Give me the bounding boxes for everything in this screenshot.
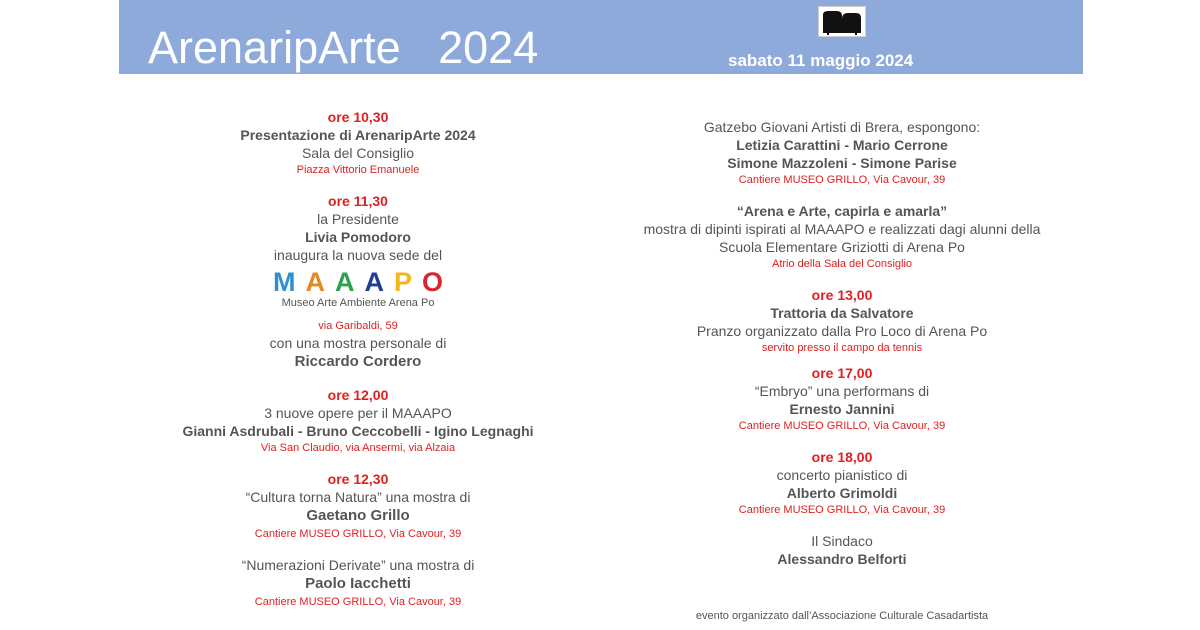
event-time: ore 17,00 [811,365,873,381]
event-text: “Cultura torna Natura” una mostra di [245,489,471,505]
event-date: sabato 11 maggio 2024 [728,51,914,70]
event-text: la Presidente [317,211,399,227]
event-time: ore 12,30 [327,471,389,487]
event-address: via Garibaldi, 59 [318,320,398,332]
event-address: Cantiere MUSEO GRILLO, Via Cavour, 39 [738,504,946,516]
event-text: Pranzo organizzato dalla Pro Loco di Arena Po [696,323,988,339]
event-time: ore 10,30 [327,109,389,125]
event-1300 [614,286,1070,356]
event-artists: Simone Mazzoleni - Simone Parise [727,155,957,171]
event-title: Trattoria da Salvatore [770,305,914,321]
maaapo-logo [148,268,568,296]
event-time: ore 12,00 [327,387,389,403]
event-artist: Riccardo Cordero [294,353,422,370]
event-time: ore 18,00 [811,449,873,465]
program-left-column [148,108,568,610]
piano-logo-icon [819,7,865,36]
event-person: Livia Pomodoro [305,229,411,245]
event-address: Cantiere MUSEO GRILLO, Via Cavour, 39 [254,596,462,608]
event-artists: Gianni Asdrubali - Bruno Ceccobelli - Igino Legnaghi [182,423,534,439]
event-1130 [148,192,568,372]
event-text: concerto pianistico di [776,467,908,483]
event-title: “Arena e Arte, capirla e amarla” [736,203,948,219]
event-time: ore 13,00 [811,287,873,303]
event-address: Cantiere MUSEO GRILLO, Via Cavour, 39 [254,528,462,540]
event-text: 3 nuove opere per il MAAAPO [264,405,452,421]
program-right-column [614,118,1070,568]
event-artist: Alberto Grimoldi [786,485,898,501]
event-address: Cantiere MUSEO GRILLO, Via Cavour, 39 [738,174,946,186]
event-address: servito presso il campo da tennis [761,342,923,354]
event-artist: Paolo Iacchetti [305,575,411,592]
event-time: ore 11,30 [328,193,388,209]
event-address: Cantiere MUSEO GRILLO, Via Cavour, 39 [738,420,946,432]
organizer-footer: evento organizzato dall’Associazione Culturale Casadartista [695,610,989,622]
logo-letter: M [272,267,306,297]
logo-letter: A [305,267,335,297]
event-text: “Numerazioni Derivate” una mostra di [241,557,475,573]
mayor-name: Alessandro Belforti [777,551,907,567]
event-artist: Ernesto Jannini [789,401,895,417]
event-1200 [148,386,568,456]
event-artist: Gaetano Grillo [306,507,410,524]
event-title: Presentazione di ArenaripArte 2024 [240,127,476,143]
event-address: Atrio della Sala del Consiglio [771,258,913,270]
event-text: Scuola Elementare Griziotti di Arena Po [719,239,965,255]
event-gatzebo [614,118,1070,188]
logo-letter: A [364,267,394,297]
event-numerazioni [148,556,568,610]
event-1700 [614,364,1070,434]
event-text: “Embryo” una performans di [754,383,930,399]
mayor-signature [614,532,1070,568]
event-1230 [148,470,568,542]
event-text: con una mostra personale di [269,335,447,351]
logo-letter: O [422,267,454,297]
event-1800 [614,448,1070,518]
event-text: Gatzebo Giovani Artisti di Brera, espongono: [703,119,981,135]
event-text: Il Sindaco [811,533,873,549]
event-place: Sala del Consiglio [301,145,415,161]
event-text: inaugura la nuova sede del [273,247,443,263]
event-arena-arte [614,202,1070,272]
organizer-logo [818,6,866,37]
event-text: mostra di dipinti ispirati al MAAAPO e realizzati dagi alunni della [643,221,1041,237]
logo-letter: A [334,267,365,297]
event-artists: Letizia Carattini - Mario Cerrone [736,137,948,153]
event-address: Via San Claudio, via Ansermi, via Alzaia [260,442,456,454]
page-title: ArenaripArte 2024 [148,22,539,73]
logo-letter: P [393,267,422,297]
event-address: Piazza Vittorio Emanuele [296,164,420,176]
event-1030 [148,108,568,178]
museum-caption: Museo Arte Ambiente Arena Po [281,297,435,309]
